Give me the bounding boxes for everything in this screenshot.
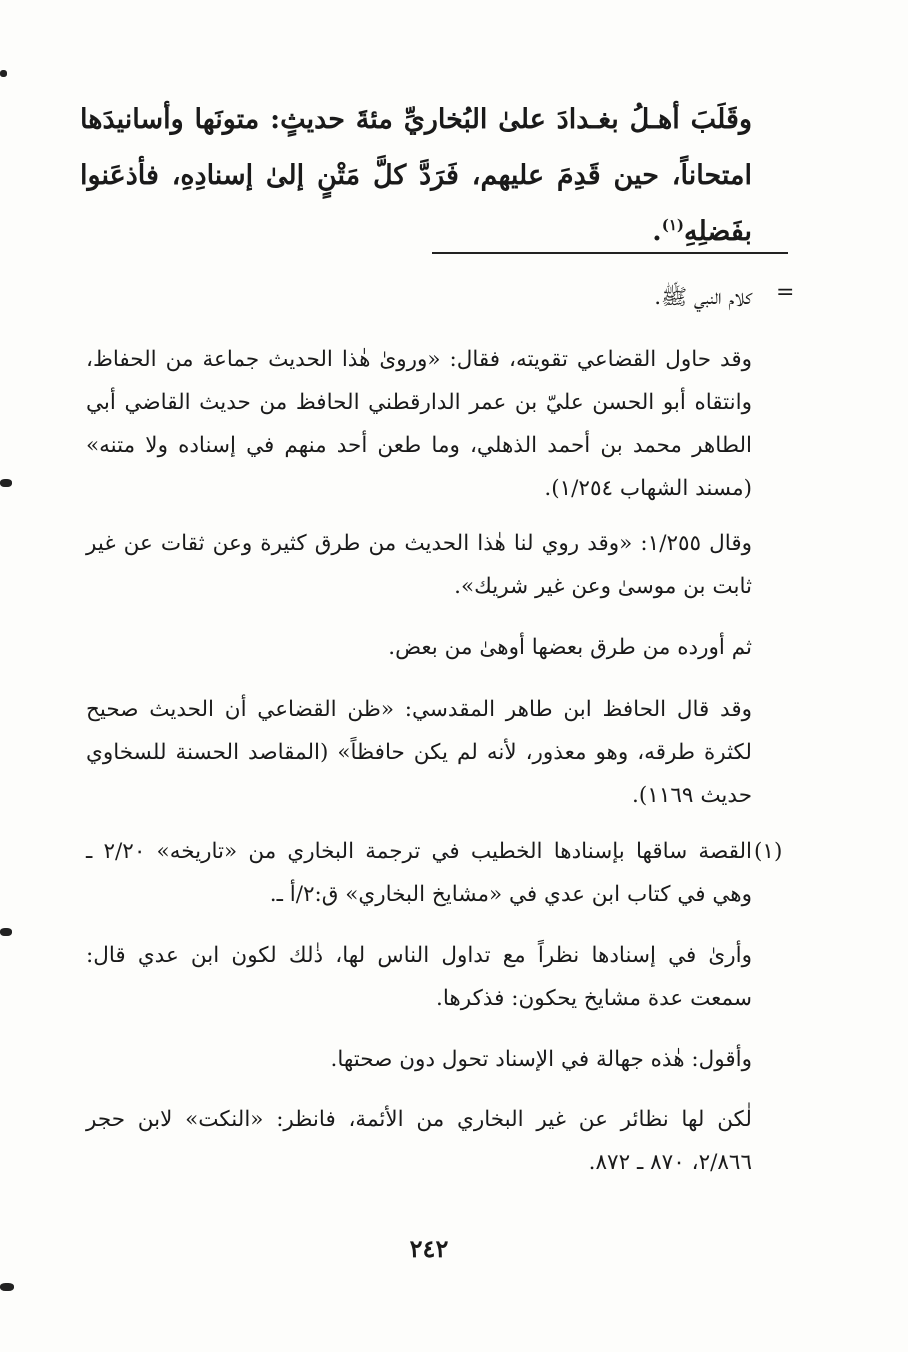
scan-speck xyxy=(0,479,12,487)
scan-speck xyxy=(0,70,7,77)
footnote-paragraph: وقد حاول القضاعي تقويته، فقال: «وروىٰ هٰذا الحديث جماعة من الحفاظ، وانتقاه أبو الحسن عليّ بن عمر الدارقطني الحافظ من حديث القاضي أبي الطاهر محمد بن أحمد الذهلي، وما طعن أحد منهم في إسناده ولا متنه» (مسند الشهاب ١/٢٥٤). xyxy=(86,347,752,501)
scan-speck xyxy=(0,928,12,936)
footnote-one-paragraph: لٰكن لها نظائر عن غير البخاري من الأئمة، فانظر: «النكت» لابن حجر ٢/٨٦٦، ٨٧٠ ـ ٨٧٢. xyxy=(86,1107,752,1175)
footnote-one-paragraph: وأرىٰ في إسنادها نظراً مع تداول الناس لها، ذٰلك لكون ابن عدي قال: سمعت عدة مشايخ يحكون: فذكرها. xyxy=(86,943,752,1011)
footnote-one-paragraph: القصة ساقها بإسنادها الخطيب في ترجمة البخاري من «تاريخه» ٢/٢٠ ـ وهي في كتاب ابن عدي في «مشايخ البخاري» ق:٢/أ ـ. xyxy=(86,839,752,907)
footnote-number: (١) xyxy=(754,839,783,864)
scan-speck xyxy=(0,1283,14,1291)
footnote-paragraph: ثم أورده من طرق بعضها أوهىٰ من بعض. xyxy=(388,635,752,660)
main-paragraph xyxy=(80,92,752,260)
footnote-paragraph: وقال ١/٢٥٥: «وقد روي لنا هٰذا الحديث من طرق كثيرة وعن ثقات عن غير ثابت بن موسىٰ وعن غير شريك». xyxy=(86,531,752,599)
footnote-paragraph: وقد قال الحافظ ابن طاهر المقدسي: «ظن القضاعي أن الحديث صحيح لكثرة طرقه، وهو معذور، لأنه لم يكن حافظاً» (المقاصد الحسنة للسخاوي حديث ١١٦٩). xyxy=(86,697,752,808)
footnote-separator xyxy=(432,252,788,254)
page-number: ٢٤٢ xyxy=(409,1234,449,1263)
main-paragraph-text: وقَلَبَ أهـلُ بغـدادَ علىٰ البُخاريِّ مئةَ حديثٍ: متونَها وأسانيدَها امتحاناً، حين قَدِمَ عليهم، فَرَدَّ كلَّ مَتْنٍ إلىٰ إسنادِهِ، فأذعَنوا بفَضلِهِ xyxy=(80,104,752,247)
footnote-continuation: كلام النبي ﷺ. xyxy=(654,285,752,310)
footnote-reference: (١) xyxy=(661,216,684,234)
footnote-one-paragraph: وأقول: هٰذه جهالة في الإسناد تحول دون صحتها. xyxy=(330,1047,752,1072)
footnote-continuation-marker: = xyxy=(776,280,795,305)
main-paragraph-end: . xyxy=(652,216,662,247)
